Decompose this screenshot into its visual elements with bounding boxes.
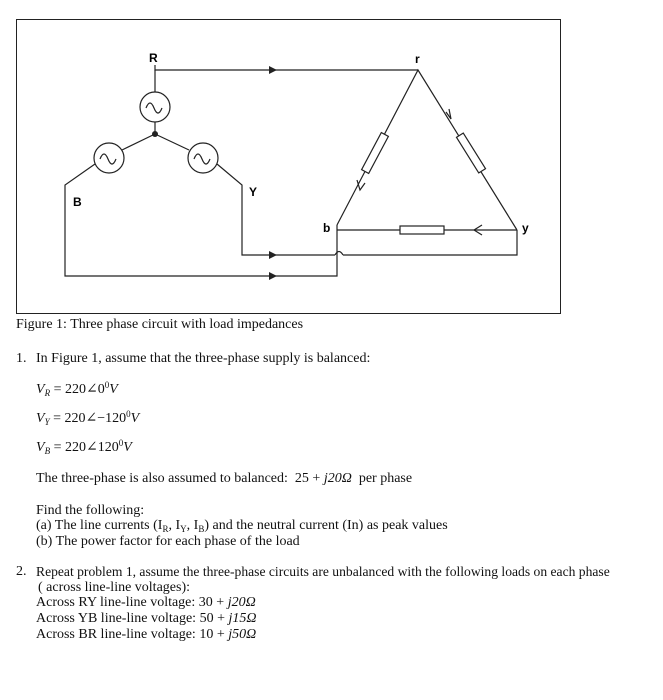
load-yb: Across YB line-line voltage: 50 + j15Ω bbox=[36, 611, 257, 626]
angle-icon: ∠ bbox=[85, 382, 98, 397]
load-ry: Across RY line-line voltage: 30 + j20Ω bbox=[36, 595, 256, 610]
wire-y-line bbox=[217, 164, 335, 255]
problem2-intro: Repeat problem 1, assume the three-phase circuits are unbalanced with the following loads on each phase bbox=[36, 564, 610, 579]
label-y: y bbox=[522, 221, 529, 235]
arrow-left-branch bbox=[357, 180, 365, 190]
label-r: r bbox=[415, 52, 420, 66]
label-b: b bbox=[323, 221, 331, 235]
resistor-bottom bbox=[400, 226, 444, 234]
resistor-right bbox=[456, 133, 485, 173]
source-b bbox=[94, 143, 124, 173]
label-B: B bbox=[73, 195, 82, 209]
equation-vr: $V_R$ = $220\angle 0^0V$ bbox=[36, 380, 118, 398]
angle-icon: ∠ bbox=[85, 440, 98, 455]
load-statement: The three-phase is also assumed to balanced: 25 + j20Ω per phase bbox=[36, 471, 413, 486]
delta-sides bbox=[337, 70, 517, 230]
wire-hop bbox=[335, 252, 343, 256]
circuit-figure bbox=[16, 19, 561, 314]
circuit-diagram bbox=[17, 20, 562, 315]
wire-neutral-to-b bbox=[122, 134, 155, 150]
resistor-left bbox=[362, 133, 389, 174]
sine-r bbox=[146, 103, 162, 113]
arrow-b-line bbox=[269, 272, 277, 280]
problem2-intro2: ( across line-line voltages): bbox=[38, 580, 191, 595]
angle-icon: ∠ bbox=[85, 411, 98, 426]
equation-vy: $V_Y$ = $220\angle-120^0V$ bbox=[36, 409, 140, 427]
part-b: (b) The power factor for each phase of the load bbox=[36, 534, 300, 549]
find-heading: Find the following: bbox=[36, 503, 145, 518]
figure-caption: Figure 1: Three phase circuit with load impedances bbox=[16, 317, 304, 332]
problem1-number: 1. bbox=[16, 351, 27, 366]
source-y bbox=[188, 143, 218, 173]
label-Y: Y bbox=[249, 185, 258, 199]
wire-b-line bbox=[65, 164, 337, 276]
wire-neutral-to-y bbox=[155, 134, 189, 150]
neutral-node bbox=[152, 131, 158, 137]
arrow-y-line bbox=[269, 251, 277, 259]
load-br: Across BR line-line voltage: 10 + j50Ω bbox=[36, 627, 257, 642]
label-R: R bbox=[149, 51, 158, 65]
source-r bbox=[140, 92, 170, 122]
equation-vb: $V_B$ = $220\angle 120^0V$ bbox=[36, 438, 132, 456]
part-a: (a) The line currents ($I_R$, $I_Y$, $I_B$) and the neutral current (In) as peak values bbox=[36, 518, 448, 534]
problem1-intro: In Figure 1, assume that the three-phase supply is balanced: bbox=[36, 351, 371, 366]
wire-r-line bbox=[155, 65, 418, 70]
sine-y bbox=[194, 154, 210, 164]
sine-b bbox=[100, 154, 116, 164]
problem2-number: 2. bbox=[16, 564, 27, 579]
arrow-r-line bbox=[269, 66, 277, 74]
